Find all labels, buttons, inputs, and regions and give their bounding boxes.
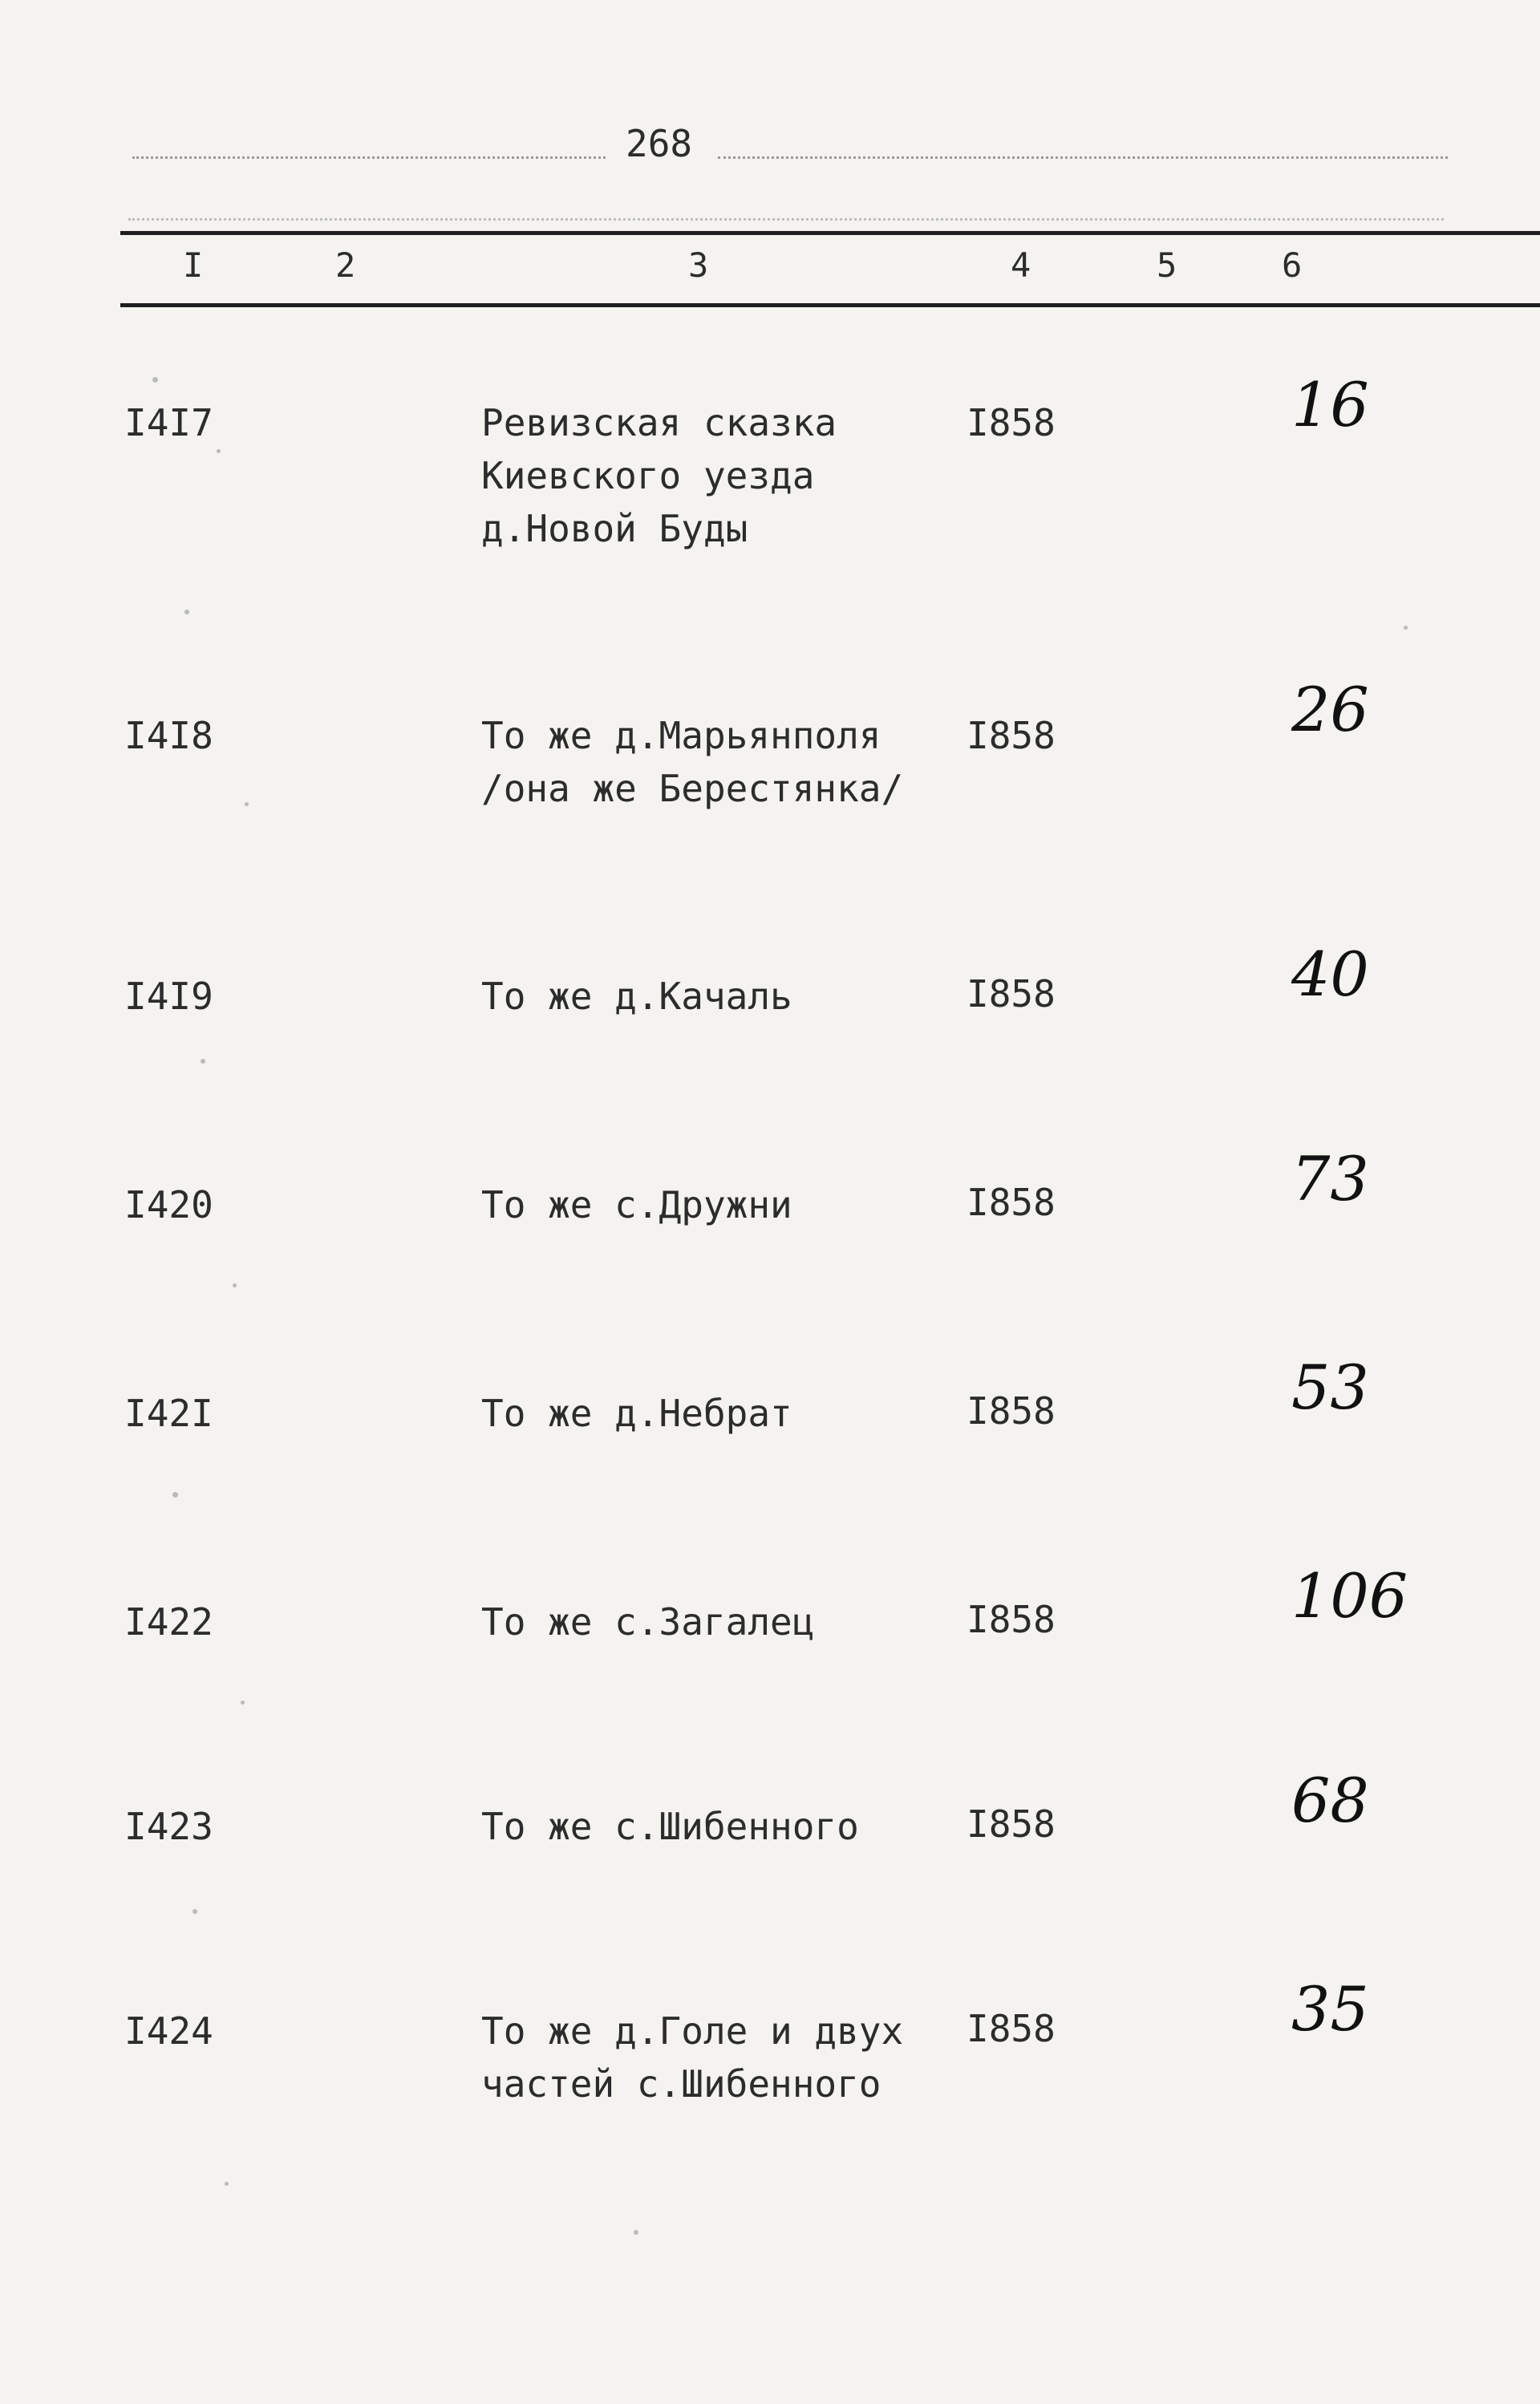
column-header-4: 4 (1011, 245, 1031, 285)
header-dotted-line-right (718, 156, 1448, 159)
handwritten-page-count: 35 (1291, 1973, 1369, 2045)
column-header-6: 6 (1282, 245, 1303, 285)
description-line: /она же Берестянка/ (481, 767, 904, 810)
description-line: частей с.Шибенного (481, 2062, 881, 2106)
handwritten-page-count: 40 (1291, 938, 1369, 1010)
record-description (481, 1800, 995, 1853)
record-description (481, 1178, 995, 1231)
record-year: I858 (967, 401, 1056, 444)
record-number: I4I9 (124, 975, 213, 1018)
handwritten-page-count: 53 (1291, 1352, 1369, 1423)
description-line: То же д.Качаль (481, 975, 792, 1018)
header-dotted-line-lower (128, 218, 1444, 221)
record-description (481, 1387, 995, 1440)
record-year: I858 (967, 1598, 1056, 1641)
description-line: То же д.Небрат (481, 1392, 792, 1435)
record-description (481, 709, 995, 815)
description-line: Киевского уезда (481, 454, 815, 497)
column-header-3: 3 (688, 245, 709, 285)
description-line: д.Новой Буды (481, 507, 748, 550)
record-description (481, 970, 995, 1023)
record-number: I4I7 (124, 401, 213, 444)
table-top-rule (120, 231, 1540, 235)
record-year: I858 (967, 1802, 1056, 1846)
record-year: I858 (967, 1389, 1056, 1433)
record-number: I42I (124, 1392, 213, 1435)
record-year: I858 (967, 972, 1056, 1016)
description-line: То же с.Дружни (481, 1183, 792, 1226)
header-dotted-line-left (132, 156, 606, 159)
column-header-1: I (183, 245, 204, 285)
record-year: I858 (967, 2007, 1056, 2050)
handwritten-page-count: 26 (1291, 674, 1369, 745)
record-description (481, 1595, 995, 1648)
record-number: I4I8 (124, 714, 213, 757)
description-line: То же д.Марьянполя (481, 714, 881, 757)
record-description (481, 2005, 995, 2110)
handwritten-page-count: 16 (1291, 369, 1369, 440)
record-number: I423 (124, 1805, 213, 1848)
table-header-rule (120, 303, 1540, 307)
record-number: I424 (124, 2009, 213, 2053)
record-description (481, 396, 995, 555)
column-header-2: 2 (335, 245, 356, 285)
description-line: То же д.Голе и двух (481, 2009, 904, 2053)
record-number: I420 (124, 1183, 213, 1226)
column-header-5: 5 (1157, 245, 1177, 285)
record-number: I422 (124, 1600, 213, 1644)
description-line: Ревизская сказка (481, 401, 837, 444)
page-number: 268 (626, 122, 693, 165)
record-year: I858 (967, 1181, 1056, 1224)
description-line: То же с.Шибенного (481, 1805, 859, 1848)
handwritten-page-count: 73 (1291, 1143, 1369, 1214)
handwritten-page-count: 68 (1291, 1765, 1369, 1836)
description-line: То же с.Загалец (481, 1600, 815, 1644)
handwritten-page-count: 106 (1291, 1560, 1408, 1632)
record-year: I858 (967, 714, 1056, 757)
